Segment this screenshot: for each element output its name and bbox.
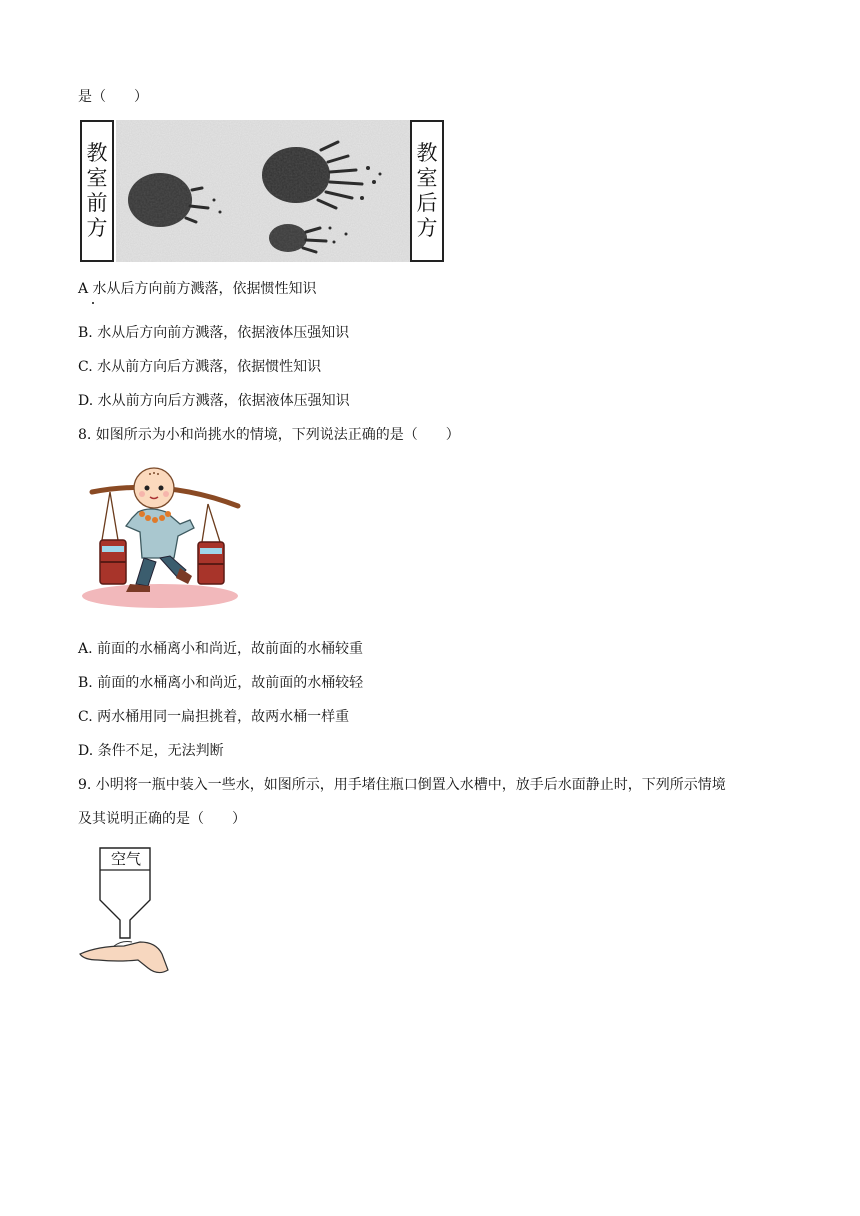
monk-carrying-water-illustration [80,462,250,612]
q8-option-c: C. 两水桶用同一扁担挑着，故两水桶一样重 [78,709,350,725]
classroom-back-label: 教 室 后 方 [410,120,444,262]
q8-stem: 8. 如图所示为小和尚挑水的情境，下列说法正确的是（ ） [78,427,460,443]
air-label: 空气 [110,850,141,868]
inverted-bottle-figure [78,846,178,982]
q9-stem-line-1: 9. 小明将一瓶中装入一些水，如图所示，用手堵住瓶口倒置入水槽中，放手后水面静止时，下列所示情境 [78,777,726,793]
q8-option-b: B. 前面的水桶离小和尚近，故前面的水桶较轻 [78,675,364,691]
q7-option-d: D. 水从前方向后方溅落，依据液体压强知识 [78,393,350,409]
q8-option-d: D. 条件不足，无法判断 [78,743,224,759]
question-7-stem-tail: 是（ ） [78,89,148,105]
emphasis-dot [92,302,94,304]
q7-option-b: B. 水从后方向前方溅落，依据液体压强知识 [78,325,350,341]
q9-stem-line-2: 及其说明正确的是（ ） [78,811,246,827]
classroom-front-label: 教 室 前 方 [80,120,114,262]
splash-figure [80,120,446,264]
q7-option-c: C. 水从前方向后方溅落，依据惯性知识 [78,359,322,375]
q8-option-a: A. 前面的水桶离小和尚近，故前面的水桶较重 [78,641,364,657]
q7-option-a: A 水从后方向前方溅落，依据惯性知识 [78,281,317,297]
water-splash-photo [116,120,410,262]
